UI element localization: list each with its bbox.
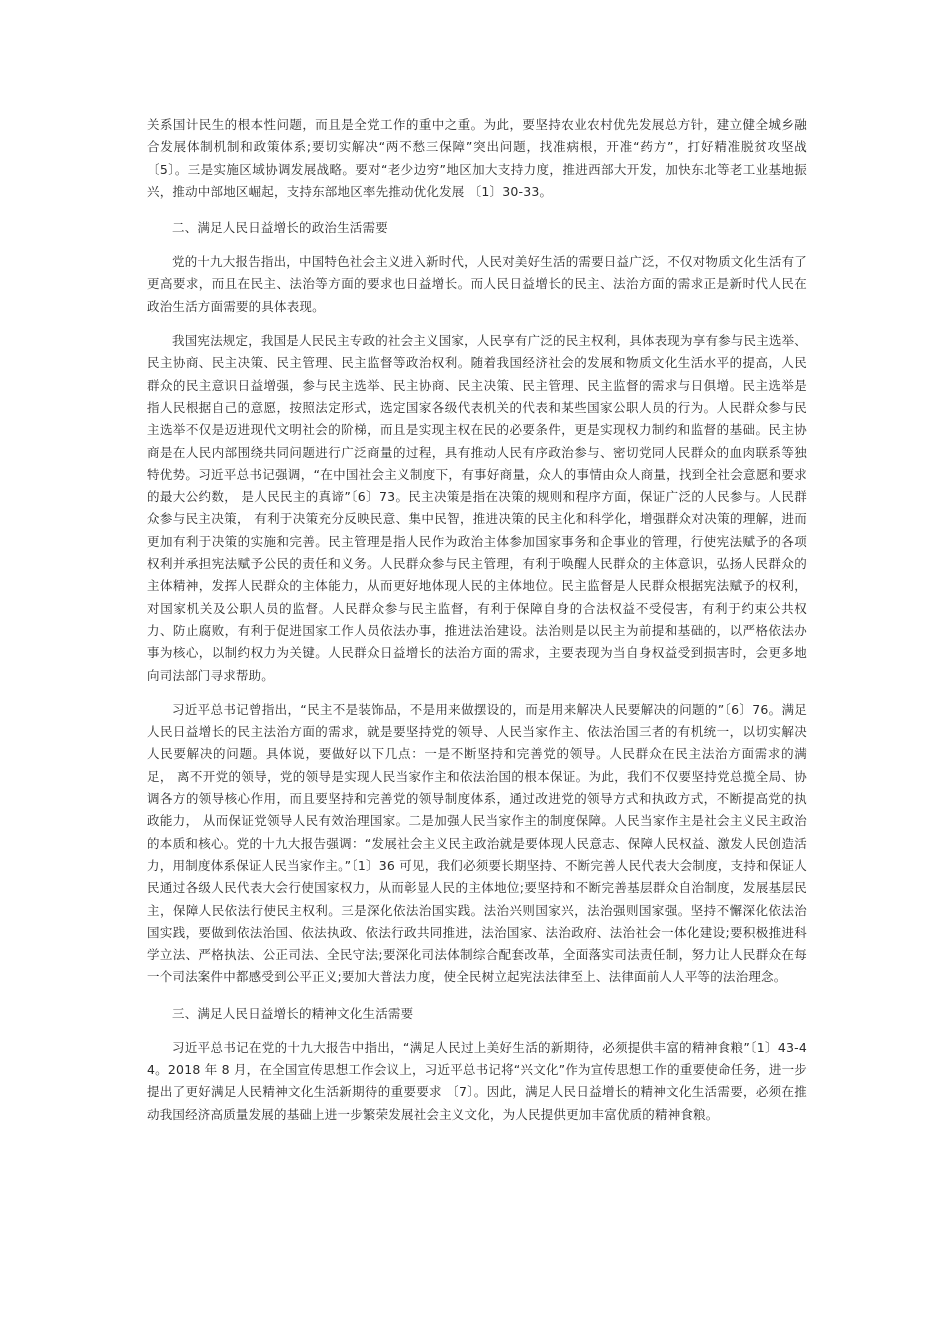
paragraph-2-1: 党的十九大报告指出，中国特色社会主义进入新时代，人民对美好生活的需要日益广泛，不仅对物质文化生活有了更高要求，而且在民主、法治等方面的要求也日益增长。而人民日益增长的民主、法治方面的需求正是新时代人民在政治生活方面需要的具体表现。 [147, 254, 808, 314]
paragraph-3-1: 习近平总书记在党的十九大报告中指出，“满足人民过上美好生活的新期待，必须提供丰富的精神食粮”〔1〕43-44。2018 年 8 月，在全国宣传思想工作会议上，习近平总书记将“兴文化”作为宣传思想工作的重要使命任务，进一步提出了更好满足人民精神文化生活新期待的重要要求 〔7〕。因此，满足人民日益增长的精神文化生活需要，必须在推动我国经济高质量发展的基础上进一步繁荣发展社会主义文化，为人民提供更加丰富优质的精神食粮。 [147, 1039, 807, 1122]
section-heading-3: 三、满足人民日益增长的精神文化生活需要 [172, 1005, 414, 1021]
paragraph-intro: 关系国计民生的根本性问题，而且是全党工作的重中之重。为此，要坚持农业农村优先发展总方针，建立健全城乡融合发展体制机制和政策体系;要切实解决“两不愁三保障”突出问题，找准病根，开准“药方”，打好精准脱贫攻坚战 〔5〕。三是实施区域协调发展战略。要对“老少边穷”地区加大支持力度，推进西部大开发，加快东北等老工业基地振兴，推动中部地区崛起，支持东部地区率先推动优化发展 〔1〕30-33。 [147, 117, 807, 199]
paragraph-2-2: 我国宪法规定，我国是人民民主专政的社会主义国家，人民享有广泛的民主权利，具体表现为享有参与民主选举、民主协商、民主决策、民主管理、民主监督等政治权利。随着我国经济社会的发展和物质文化生活水平的提高，人民群众的民主意识日益增强，参与民主选举、民主协商、民主决策、民主管理、民主监督的需求与日俱增。民主选举是指人民根据自己的意愿，按照法定形式，选定国家各级代表机关的代表和某些国家公职人员的行为。人民群众参与民主选举不仅是迈进现代文明社会的阶梯，而且是实现主权在民的必要条件，更是实现权力制约和监督的基础。民主协商是在人民内部围绕共同问题进行广泛商量的过程，具有推动人民有序政治参与、密切党同人民群众的血肉联系等独特优势。习近平总书记强调，“在中国社会主义制度下，有事好商量，众人的事情由众人商量，找到全社会意愿和要求的最大公约数， 是人民民主的真谛”〔6〕73。民主决策是指在决策的规则和程序方面，保证广泛的人民参与。人民群众参与民主决策， 有利于决策充分反映民意、集中民智，推进决策的民主化和科学化，增强群众对决策的理解，进而更加有利于决策的实施和完善。民主管理是指人民作为政治主体参加国家事务和企事业的管理，行使宪法赋予的各项权利并承担宪法赋予公民的责任和义务。人民群众参与民主管理，有利于唤醒人民群众的主体意识，弘扬人民群众的主体精神，发挥人民群众的主体能力，从而更好地体现人民的主体地位。民主监督是人民群众根据宪法赋予的权利，对国家机关及公职人员的监督。人民群众参与民主监督，有利于保障自身的合法权益不受侵害，有利于约束公共权力、防止腐败，有利于促进国家工作人员依法办事，推进法治建设。法治则是以民主为前提和基础的，以严格依法办事为核心，以制约权力为关键。人民群众日益增长的法治方面的需求，主要表现为当自身权益受到损害时，会更多地向司法部门寻求帮助。 [147, 333, 808, 683]
document-body [147, 114, 807, 1126]
section-heading-2: 二、满足人民日益增长的政治生活需要 [172, 220, 388, 236]
paragraph-2-3: 习近平总书记曾指出，“民主不是装饰品，不是用来做摆设的，而是用来解决人民要解决的问题的”〔6〕76。满足人民日益增长的民主法治方面的需求，就是要坚持党的领导、人民当家作主、依法治国三者的有机统一，以切实解决人民要解决的问题。具体说，要做好以下几点：一是不断坚持和完善党的领导。人民群众在民主法治方面需求的满足， 离不开党的领导，党的领导是实现人民当家作主和依法治国的根本保证。为此，我们不仅要坚持党总揽全局、协调各方的领导核心作用，而且要坚持和完善党的领导制度体系，通过改进党的领导方式和执政方式，不断提高党的执政能力， 从而保证党领导人民有效治理国家。二是加强人民当家作主的制度保障。人民当家作主是社会主义民主政治的本质和核心。党的十九大报告强调：“发展社会主义民主政治就是要体现人民意志、保障人民权益、激发人民创造活力，用制度体系保证人民当家作主。”〔1〕36 可见，我们必须要长期坚持、不断完善人民代表大会制度，支持和保证人民通过各级人民代表大会行使国家权力，从而彰显人民的主体地位;要坚持和不断完善基层群众自治制度，发展基层民主，保障人民依法行使民主权利。三是深化依法治国实践。法治兴则国家兴，法治强则国家强。坚持不懈深化依法治国实践，要做到依法治国、依法执政、依法行政共同推进，法治国家、法治政府、法治社会一体化建设;要积极推进科学立法、严格执法、公正司法、全民守法;要深化司法体制综合配套改革，全面落实司法责任制，努力让人民群众在每一个司法案件中都感受到公平正义;要加大普法力度，使全民树立起宪法法律至上、法律面前人人平等的法治理念。 [147, 701, 807, 985]
